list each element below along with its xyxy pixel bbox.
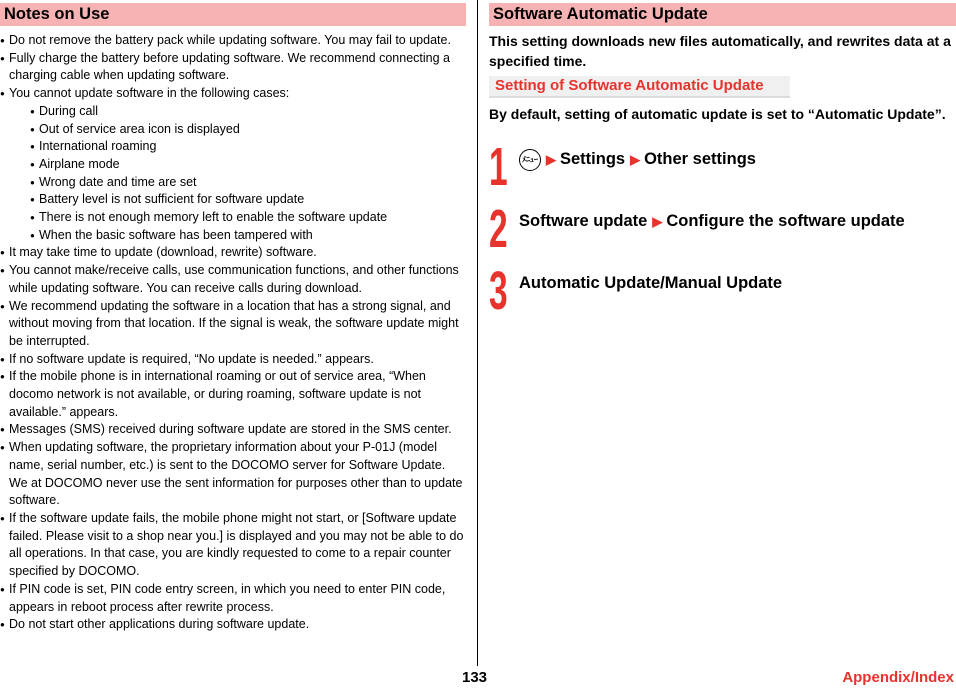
step-1 [489, 137, 956, 204]
note-item: ● If the software update fails, the mobile phone might not start, or [Software update failed. Please visit to a shop near you.] is displayed and you may not be able to do all operations. In that case, you are kindly requested to come to a repair counter specified by DOCOMO. [0, 510, 466, 581]
appendix-index-link[interactable]: Appendix/Index [842, 669, 954, 686]
step-part: Settings [560, 150, 626, 168]
note-text: You cannot update software in the following cases: [9, 86, 290, 101]
page-number: 133 [462, 669, 488, 686]
software-update-column [489, 3, 956, 328]
notes-on-use-column [0, 3, 466, 634]
note-item: ● Fully charge the battery before updating software. We recommend connecting a charging cable when updating software. [0, 50, 466, 85]
note-item: ● Do not remove the battery pack while updating software. You may fail to update. [0, 32, 466, 50]
note-item: ● Do not start other applications during software update. [0, 616, 466, 634]
case-item: ● During call [30, 103, 466, 121]
case-item: ● International roaming [30, 138, 466, 156]
case-item: ● Out of service area icon is displayed [30, 121, 466, 139]
step-number: 2 [489, 199, 508, 259]
setting-subheader: Setting of Software Automatic Update [489, 76, 790, 98]
software-automatic-update-header: Software Automatic Update [489, 3, 956, 26]
cases-list [9, 103, 466, 245]
step-2 [489, 199, 956, 266]
step-part: Software update [519, 212, 648, 230]
menu-key-icon: ﾒﾆｭｰ [519, 149, 541, 171]
default-setting-text: By default, setting of automatic update is set to “Automatic Update”. [489, 106, 946, 122]
step-part: Automatic Update/Manual Update [519, 274, 783, 292]
step-number: 3 [489, 261, 508, 321]
column-divider [477, 0, 478, 666]
case-item: ● There is not enough memory left to enable the software update [30, 209, 466, 227]
steps [489, 137, 956, 328]
note-item [0, 85, 466, 244]
note-item: ● When updating software, the proprietary information about your P-01J (model name, serial number, etc.) is sent to the DOCOMO server for Software Update. We at DOCOMO never use the sent information for purposes other than to update software. [0, 439, 466, 510]
note-item: ● If PIN code is set, PIN code entry screen, in which you need to enter PIN code, appears in reboot process after rewrite process. [0, 581, 466, 616]
step-part: Other settings [644, 150, 756, 168]
case-item: ● Wrong date and time are set [30, 174, 466, 192]
case-item: ● Battery level is not sufficient for software update [30, 191, 466, 209]
notes-list [0, 32, 466, 634]
note-item: ● Messages (SMS) received during software update are stored in the SMS center. [0, 421, 466, 439]
step-3 [489, 261, 956, 328]
notes-on-use-header: Notes on Use [0, 3, 466, 26]
arrow-right-icon: ▶ [652, 214, 663, 229]
arrow-right-icon: ▶ [630, 152, 641, 167]
case-item: ● Airplane mode [30, 156, 466, 174]
note-item: ● If the mobile phone is in international roaming or out of service area, “When docomo network is not available, or during roaming, software update is not available.” appears. [0, 368, 466, 421]
step-number: 1 [489, 137, 508, 197]
note-item: ● You cannot make/receive calls, use communication functions, and other functions while updating software. You can receive calls during download. [0, 262, 466, 297]
note-item: ● If no software update is required, “No update is needed.” appears. [0, 351, 466, 369]
note-item: ● It may take time to update (download, rewrite) software. [0, 244, 466, 262]
case-item: ● When the basic software has been tampered with [30, 227, 466, 245]
arrow-right-icon: ▶ [546, 152, 556, 167]
step-part: Configure the software update [666, 212, 905, 230]
intro-text: This setting downloads new files automatically, and rewrites data at a specified time. [489, 33, 951, 69]
note-item: ● We recommend updating the software in a location that has a strong signal, and without moving from that location. If the signal is weak, the software update might be interrupted. [0, 298, 466, 351]
